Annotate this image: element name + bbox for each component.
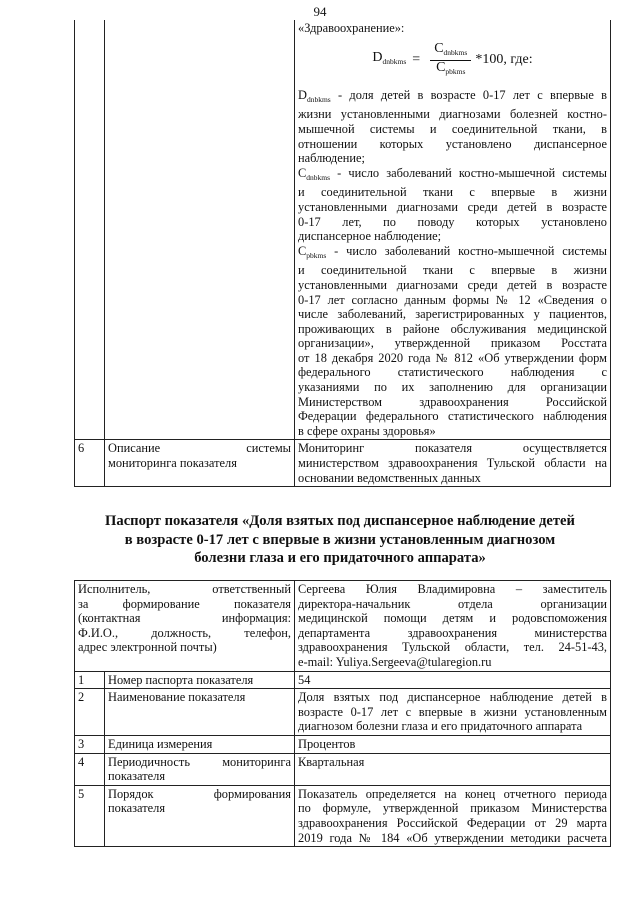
table-row — [75, 581, 611, 672]
definition-d: $D_{dnbkms}$ - доля детей в возрасте 0-17 лет с впервые в жизни установленными диагнозами болезней костно- мышечной системы и соединительной ткани, в отношении которых установлено диспансерное наблюдение; — [298, 87, 607, 166]
row-number-cell: 1 — [75, 671, 105, 689]
row-label-cell: Наименование показателя — [105, 689, 295, 736]
executor-label-cell: Исполнитель, ответственный за формирование показателя (контактная информация: Ф.И.О., должность, телефон, адрес электронной почты) — [75, 581, 295, 672]
passport-table — [74, 580, 611, 847]
passport-title: Паспорт показателя «Доля взятых под диспансерное наблюдение детей в возрасте 0-17 лет с впервые в жизни установленным диагнозом болезни глаза и его придаточного аппарата» — [105, 513, 575, 567]
row-number-cell — [75, 20, 105, 440]
table-row — [75, 20, 611, 440]
row-label-cell: Номер паспорта показателя — [105, 671, 295, 689]
formula-lhs: $D_{dnbkms}$ — [372, 50, 407, 67]
row-label-cell: Описание системы мониторинга показателя — [105, 440, 295, 487]
table-row — [75, 735, 611, 753]
formula-tail: *100, где: — [475, 52, 533, 68]
row-value-cell: Показатель определяется на конец отчетного периода по формуле, утвержденной приказом Министерства здравоохранения Российской Федерации от 29 марта 2019 года № 184 «Об утверждении методики расчета — [295, 785, 611, 846]
formula-intro: «Здравоохранение»: — [298, 21, 405, 35]
formula-numerator: $C_{dnbkms}$ — [430, 42, 471, 62]
row-value-cell: Доля взятых под диспансерное наблюдение детей в возрасте 0-17 лет с впервые в жизни установленным диагнозом болезни глаза и его придаточного аппарата — [295, 689, 611, 736]
calculation-method-cell — [295, 20, 611, 440]
executor-value-cell: Сергеева Юлия Владимировна – заместитель директора-начальник отдела организации медицинской помощи детям и родовспоможения департамента здравоохранения министерства здравоохранения Тульской области, тел. 24-51-43, e-mail: Yuliya.Sergeeva@tularegion.ru — [295, 581, 611, 672]
formula-equals: = — [412, 52, 421, 68]
row-label-cell: Порядок формирования показателя — [105, 785, 295, 846]
formula-denominator: $C_{pbkms}$ — [436, 60, 466, 77]
row-label-cell — [105, 20, 295, 440]
row-number-cell: 2 — [75, 689, 105, 736]
row-value-cell: 54 — [295, 671, 611, 689]
formula — [298, 36, 607, 88]
row-label-cell: Периодичность мониторинга показателя — [105, 753, 295, 785]
table-row — [75, 440, 611, 487]
row-number-cell: 6 — [75, 440, 105, 487]
row-number-cell: 5 — [75, 785, 105, 846]
table-row — [75, 689, 611, 736]
formula-fraction — [430, 42, 471, 80]
table-row — [75, 753, 611, 785]
row-number-cell: 4 — [75, 753, 105, 785]
definition-c-dnbkms: $C_{dnbkms}$ - число заболеваний костно-мышечной системы и соединительной ткани с впервые в жизни установленными диагнозами среди детей в возрасте 0-17 лет, по поводу которых установлено диспансерное наблюдение; — [298, 165, 607, 244]
definition-c-pbkms: $C_{pbkms}$ - число заболеваний костно-мышечной системы и соединительной ткани с впервые в жизни установленными диагнозами среди детей в возрасте 0-17 лет согласно данным формы № 12 «Сведения о числе заболеваний, зарегистрированных у пациентов, проживающих в районе обслуживания медицинской организации», утвержденной приказом Росстата от 18 декабря 2020 года № 812 «Об утверждении форм федерального статистического наблюдения с указаниями по их заполнению для организации Министерством здравоохранения Российской Федерации федерального статистического наблюдения в сфере охраны здоровья» — [298, 243, 607, 438]
row-value-cell: Квартальная — [295, 753, 611, 785]
row-value-cell: Процентов — [295, 735, 611, 753]
table-row — [75, 785, 611, 846]
page-number: 94 — [313, 4, 327, 19]
row-value-cell: Мониторинг показателя осуществляется министерством здравоохранения Тульской области на основании ведомственных данных — [295, 440, 611, 487]
row-number-cell: 3 — [75, 735, 105, 753]
table-row — [75, 671, 611, 689]
indicator-table-continued — [74, 20, 611, 487]
row-label-cell: Единица измерения — [105, 735, 295, 753]
